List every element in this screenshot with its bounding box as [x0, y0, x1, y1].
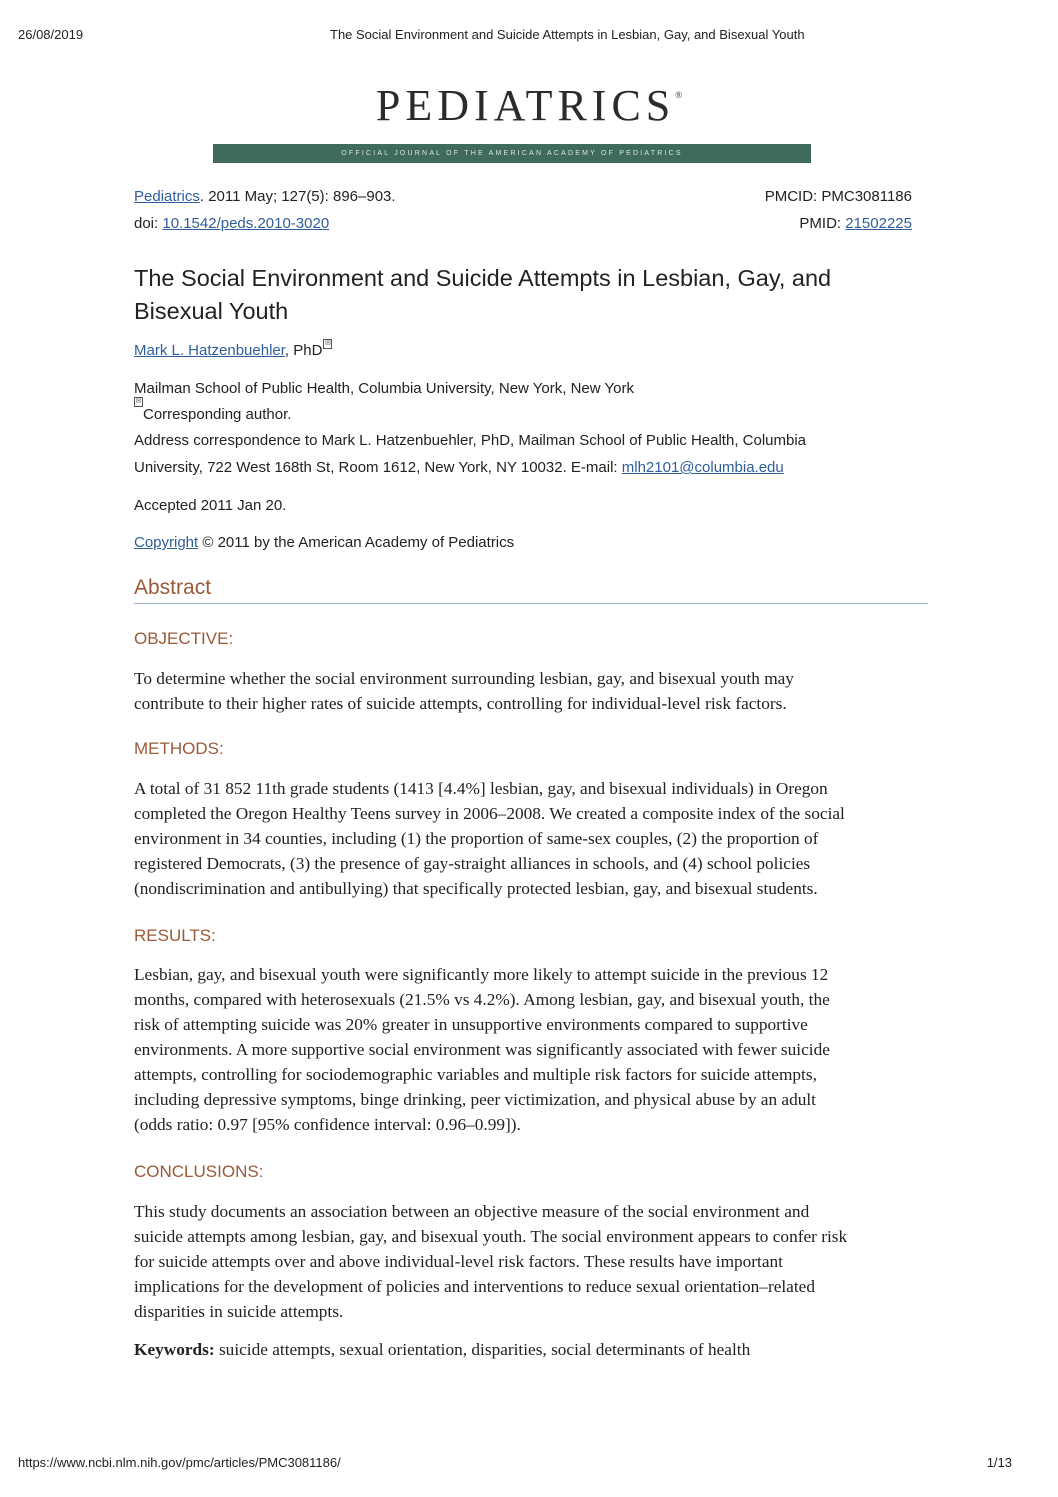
pmid-label: PMID: [799, 215, 846, 232]
keywords-label: Keywords: [134, 1340, 215, 1359]
page-number: 1/13 [986, 1455, 1012, 1470]
doi-link[interactable]: 10.1542/peds.2010-3020 [162, 215, 330, 232]
conclusions-line: disparities in suicide attempts. [134, 1302, 344, 1321]
address-line-1: Address correspondence to Mark L. Hatzenbuehler, PhD, Mailman School of Public Health, Columbia [134, 432, 807, 449]
results-line: attempts, controlling for sociodemographic variables and multiple risk factors for suicide attempts, [134, 1065, 817, 1084]
results-text [134, 962, 926, 1137]
objective-line: contribute to their higher rates of suicide attempts, controlling for individual-level risk factors. [134, 694, 787, 713]
author-link[interactable]: Mark L. Hatzenbuehler [134, 342, 285, 359]
corresponding-line [134, 398, 292, 428]
print-date: 26/08/2019 [18, 27, 84, 42]
journal-tagline-band: OFFICIAL JOURNAL OF THE AMERICAN ACADEMY OF PEDIATRICS [213, 144, 811, 163]
registered-mark: ® [675, 90, 683, 100]
methods-heading: METHODS: [134, 739, 224, 758]
keywords-line [134, 1337, 926, 1362]
methods-line: A total of 31 852 11th grade students (1413 [4.4%] lesbian, gay, and bisexual individuals) in Oregon [134, 779, 828, 798]
results-line: months, compared with heterosexuals (21.5% vs 4.2%). Among lesbian, gay, and bisexual youth, the [134, 990, 830, 1009]
doi-line [134, 215, 329, 232]
corresponding-text: Corresponding author. [143, 406, 292, 423]
objective-line: To determine whether the social environment surrounding lesbian, gay, and bisexual youth may [134, 669, 794, 688]
keywords-list: suicide attempts, sexual orientation, disparities, social determinants of health [214, 1340, 751, 1359]
objective-heading: OBJECTIVE: [134, 629, 234, 648]
methods-line: (nondiscrimination and antibullying) that specifically protected lesbian, gay, and bisexual students. [134, 879, 818, 898]
pmid-line [799, 215, 912, 232]
journal-name: PEDIATRICS [375, 81, 676, 130]
results-line: environments. A more supportive social environment was significantly associated with fewer suicide [134, 1040, 830, 1059]
results-line: risk of attempting suicide was 20% greater in unsupportive environments compared to supportive [134, 1015, 808, 1034]
methods-line: environment in 34 counties, including (1) the proportion of same-sex couples, (2) the proportion of [134, 829, 819, 848]
results-line: Lesbian, gay, and bisexual youth were significantly more likely to attempt suicide in the previous 12 [134, 965, 829, 984]
pmid-link[interactable]: 21502225 [845, 215, 912, 232]
conclusions-line: suicide attempts among lesbian, gay, and bisexual youth. The social environment appears to confer risk [134, 1227, 848, 1246]
conclusions-line: implications for the development of policies and interventions to reduce sexual orientation–related [134, 1277, 815, 1296]
email-link[interactable]: mlh2101@columbia.edu [621, 459, 784, 476]
email-icon: ✉ [135, 398, 142, 405]
results-line: including depressive symptoms, binge drinking, peer victimization, and physical abuse by an adult [134, 1090, 816, 1109]
methods-text [134, 776, 926, 901]
print-footer-url: https://www.ncbi.nlm.nih.gov/pmc/articles/PMC3081186/ [18, 1455, 341, 1470]
affiliation: Mailman School of Public Health, Columbia University, New York, New York [134, 380, 634, 397]
print-header-title: The Social Environment and Suicide Attempts in Lesbian, Gay, and Bisexual Youth [330, 27, 805, 42]
copyright-link[interactable]: Copyright [134, 534, 199, 551]
author-degree: , PhD [284, 342, 323, 359]
citation-details: . 2011 May; 127(5): 896–903. [199, 188, 396, 205]
methods-line: registered Democrats, (3) the presence of gay-straight alliances in schools, and (4) school policies [134, 854, 811, 873]
email-icon[interactable]: ✉ [325, 340, 331, 347]
address-line-2 [134, 455, 784, 481]
copyright-line [134, 530, 514, 556]
copyright-text: © 2011 by the American Academy of Pediatrics [198, 534, 515, 551]
abstract-heading: Abstract [134, 576, 928, 604]
conclusions-line: This study documents an association between an objective measure of the social environment and [134, 1202, 810, 1221]
author-line [134, 342, 332, 359]
accepted-date: Accepted 2011 Jan 20. [134, 497, 287, 514]
conclusions-heading: CONCLUSIONS: [134, 1162, 264, 1181]
journal-logo [0, 80, 1058, 131]
methods-line: completed the Oregon Healthy Teens survey in 2006–2008. We created a composite index of the social [134, 804, 845, 823]
results-heading: RESULTS: [134, 926, 216, 945]
conclusions-line: for suicide attempts over and above individual-level risk factors. These results have important [134, 1252, 783, 1271]
journal-link[interactable]: Pediatrics [134, 188, 200, 205]
pmcid: PMCID: PMC3081186 [764, 188, 912, 205]
doi-label: doi: [134, 215, 163, 232]
article-title: The Social Environment and Suicide Attempts in Lesbian, Gay, and Bisexual Youth [134, 265, 832, 324]
citation-line [134, 188, 396, 205]
objective-text [134, 666, 926, 716]
conclusions-text [134, 1199, 926, 1324]
address-text: University, 722 West 168th St, Room 1612, New York, NY 10032. E-mail: [134, 459, 622, 476]
results-line: (odds ratio: 0.97 [95% confidence interval: 0.96–0.99]). [134, 1115, 521, 1134]
